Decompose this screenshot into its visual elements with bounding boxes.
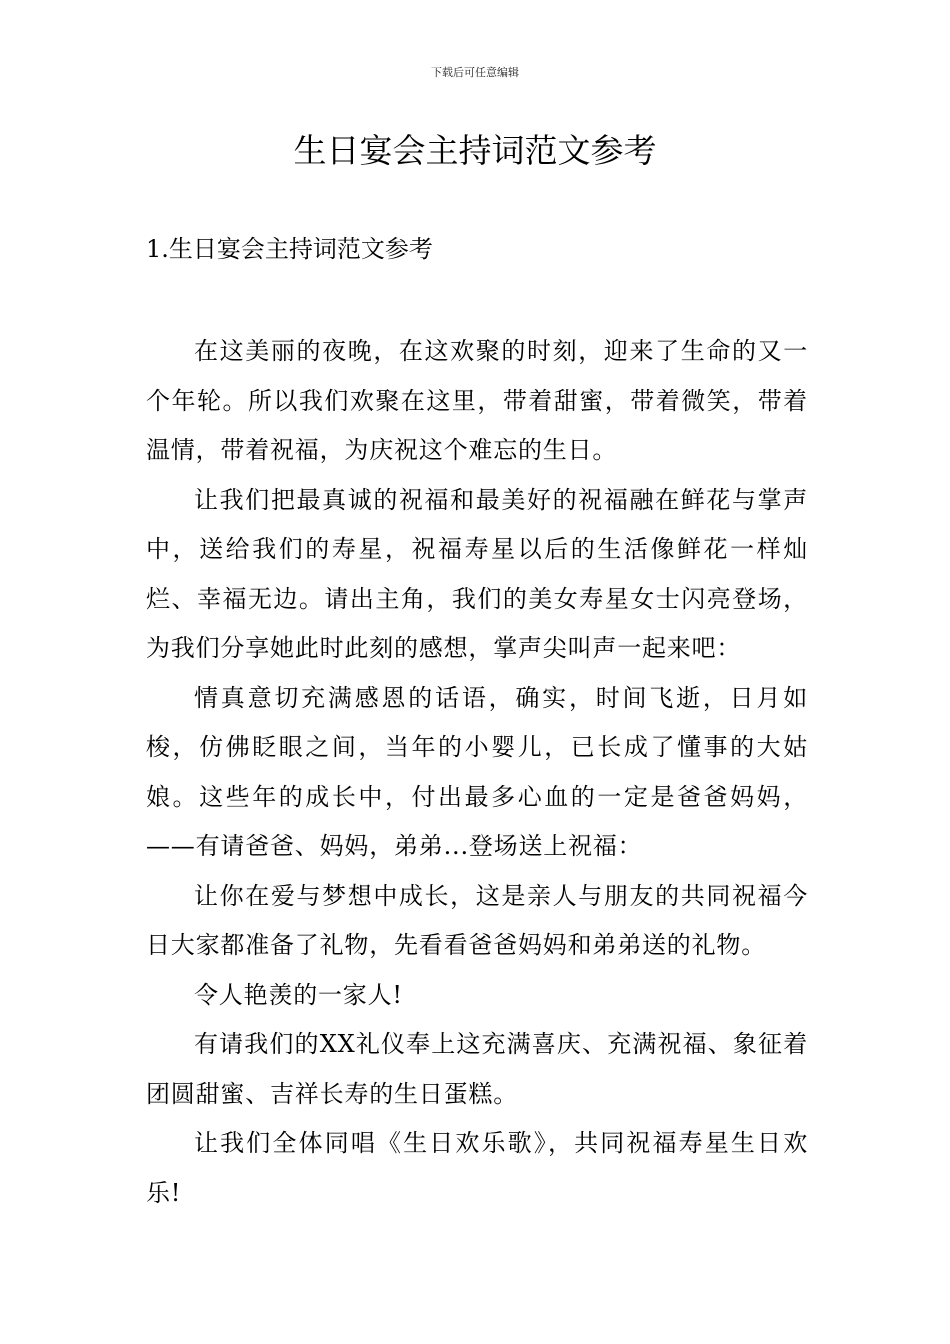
paragraph-4: 让你在爱与梦想中成长，这是亲人与朋友的共同祝福今日大家都准备了礼物，先看看爸爸妈妈和弟弟送的礼物。 [146, 881, 808, 959]
section-heading: 1.生日宴会主持词范文参考 [146, 235, 433, 263]
paragraph-2: 让我们把最真诚的祝福和最美好的祝福融在鲜花与掌声中，送给我们的寿星，祝福寿星以后的生活像鲜花一样灿烂、幸福无边。请出主角，我们的美女寿星女士闪亮登场，为我们分享她此时此刻的感想，掌声尖叫声一起来吧： [146, 485, 808, 662]
document-title: 生日宴会主持词范文参考 [293, 131, 657, 170]
paragraph-5: 令人艳羡的一家人! [194, 980, 403, 1009]
body-text [146, 327, 808, 1218]
header-note: 下载后可任意编辑 [431, 66, 519, 79]
paragraph-1: 在这美丽的夜晚，在这欢聚的时刻，迎来了生命的又一个年轮。所以我们欢聚在这里，带着甜蜜，带着微笑，带着温情，带着祝福，为庆祝这个难忘的生日。 [146, 337, 808, 464]
paragraph-3: 情真意切充满感恩的话语，确实，时间飞逝，日月如梭，仿佛眨眼之间，当年的小婴儿，已长成了懂事的大姑娘。这些年的成长中，付出最多心血的一定是爸爸妈妈，——有请爸爸、妈妈，弟弟...登场送上祝福： [146, 683, 808, 860]
paragraph-6: 有请我们的XX礼仪奉上这充满喜庆、充满祝福、象征着团圆甜蜜、吉祥长寿的生日蛋糕。 [146, 1030, 808, 1108]
paragraph-7: 让我们全体同唱《生日欢乐歌》，共同祝福寿星生日欢乐! [146, 1129, 808, 1207]
